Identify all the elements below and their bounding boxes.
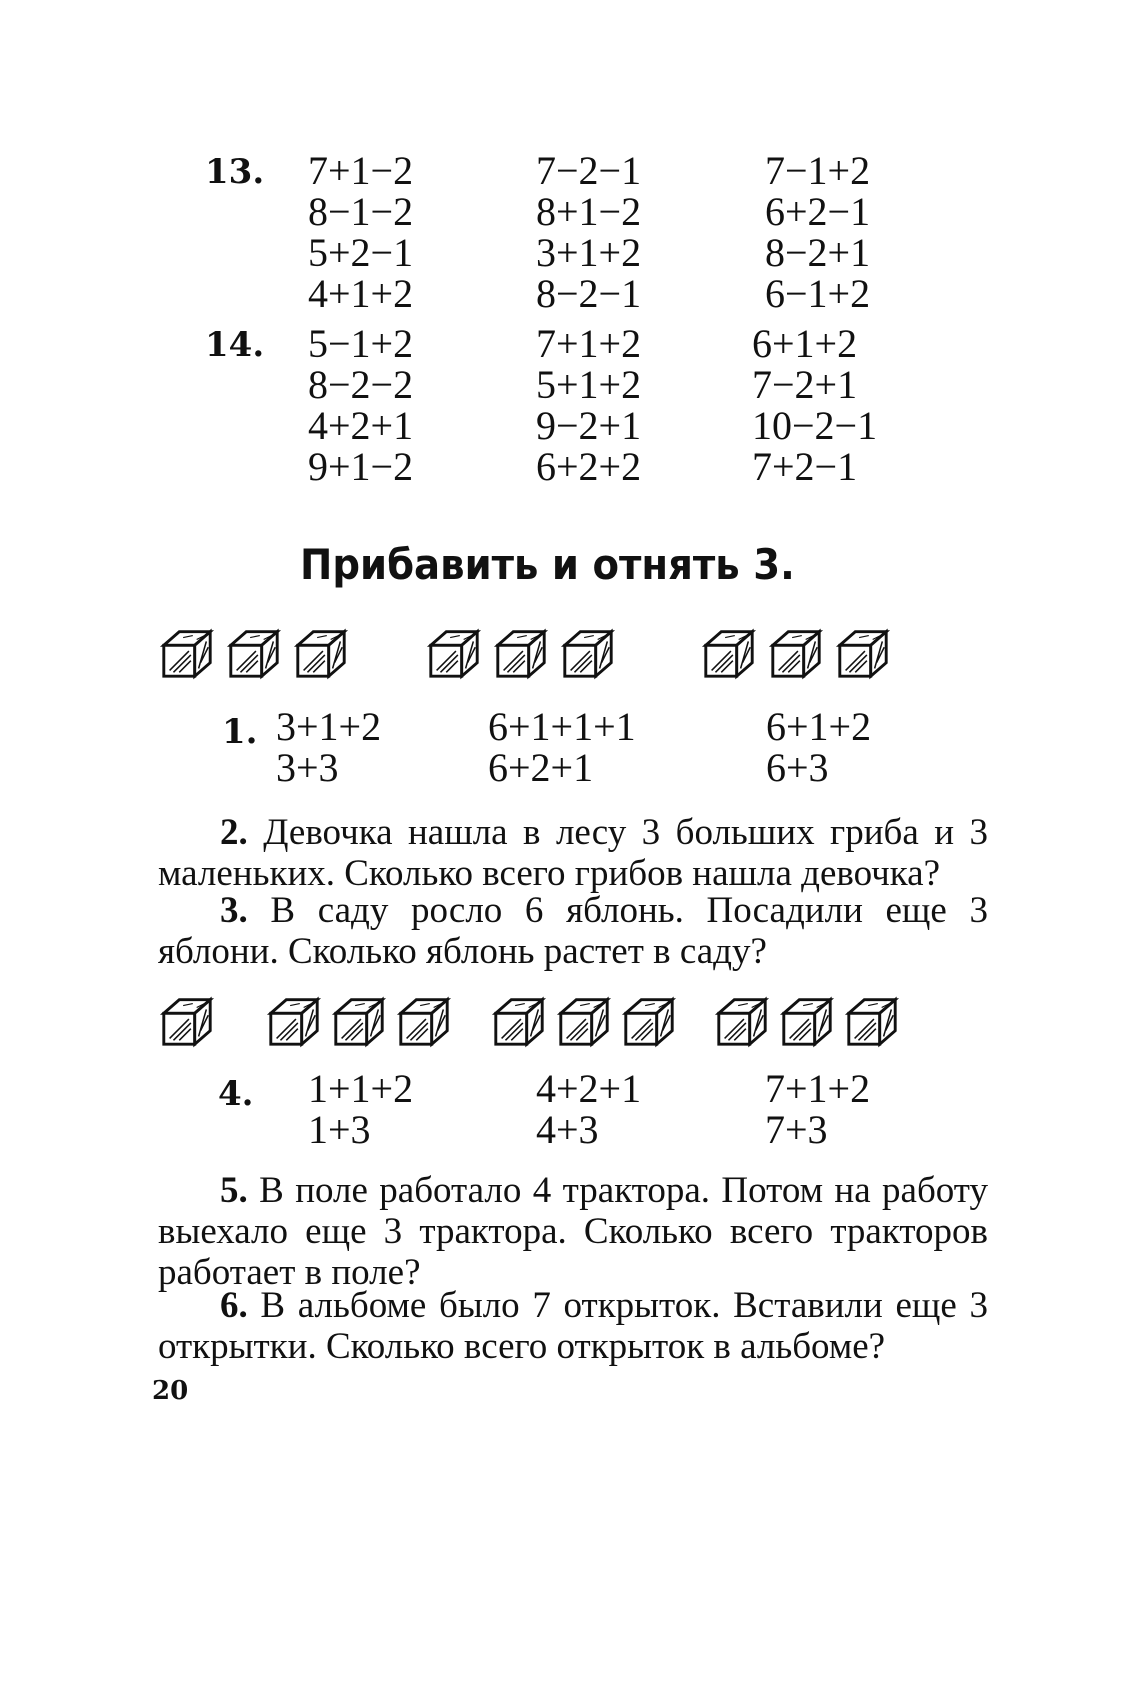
cube-icon — [555, 992, 613, 1050]
problem-text: В поле работало 4 трактора. Потом на работу выехало еще 3 трактора. Сколько всего тракторов работает в поле? — [158, 1170, 988, 1293]
expression: 3+1+2 — [276, 704, 382, 749]
cube-icon — [700, 624, 758, 682]
cube-icon — [395, 992, 453, 1050]
expression: 5−1+2 — [308, 321, 414, 366]
expression: 8−1−2 — [308, 189, 414, 234]
expression-column — [308, 1068, 413, 1150]
problem-text: Девочка нашла в лесу 3 больших гриба и 3 маленьких. Сколько всего грибов нашла девочка? — [158, 812, 988, 894]
cube-icon — [225, 624, 283, 682]
word-problem — [158, 890, 988, 972]
word-problem — [158, 812, 988, 894]
expression: 6+1+2 — [766, 704, 872, 749]
expression: 7+1+2 — [536, 321, 642, 366]
cube-icon — [158, 624, 216, 682]
word-problem — [158, 1285, 988, 1367]
expression: 3+1+2 — [536, 230, 642, 275]
expression-column — [766, 706, 871, 788]
expression: 7+3 — [765, 1107, 828, 1152]
expression-column — [536, 150, 641, 314]
exercise-number: 13. — [205, 152, 265, 192]
expression: 1+1+2 — [308, 1066, 414, 1111]
expression-column — [276, 706, 381, 788]
expression: 1+3 — [308, 1107, 371, 1152]
expression: 6+1+2 — [752, 321, 858, 366]
expression: 6+2+1 — [488, 745, 594, 790]
cube-icon — [158, 992, 216, 1050]
expression: 3+3 — [276, 745, 339, 790]
expression-column — [765, 150, 870, 314]
expression: 7−1+2 — [765, 148, 871, 193]
expression-column — [752, 323, 877, 487]
expression: 8−2−2 — [308, 362, 414, 407]
expression: 7−2+1 — [752, 362, 858, 407]
expression: 4+2+1 — [308, 403, 414, 448]
expression-column — [765, 1068, 870, 1150]
expression: 7−2−1 — [536, 148, 642, 193]
exercise-number: 6. — [220, 1285, 248, 1326]
cube-icon — [620, 992, 678, 1050]
section-title: Прибавить и отнять 3. — [300, 540, 795, 589]
expression: 7+2−1 — [752, 444, 858, 489]
expression: 5+1+2 — [536, 362, 642, 407]
cube-icon — [834, 624, 892, 682]
exercise-number: 4. — [218, 1074, 254, 1114]
exercise-number: 3. — [220, 890, 248, 931]
expression: 4+3 — [536, 1107, 599, 1152]
cube-icon — [330, 992, 388, 1050]
expression: 6−1+2 — [765, 271, 871, 316]
cube-icon — [713, 992, 771, 1050]
expression: 5+2−1 — [308, 230, 414, 275]
expression: 8−2−1 — [536, 271, 642, 316]
expression-column — [536, 1068, 641, 1150]
expression: 7+1−2 — [308, 148, 414, 193]
expression: 6+2−1 — [765, 189, 871, 234]
expression: 8+1−2 — [536, 189, 642, 234]
cube-icon — [492, 624, 550, 682]
cube-icon — [778, 992, 836, 1050]
expression: 10−2−1 — [752, 403, 878, 448]
expression: 6+2+2 — [536, 444, 642, 489]
expression: 9+1−2 — [308, 444, 414, 489]
expression: 8−2+1 — [765, 230, 871, 275]
exercise-number: 5. — [220, 1170, 248, 1211]
expression: 6+1+1+1 — [488, 704, 636, 749]
expression: 4+1+2 — [308, 271, 414, 316]
problem-text: В альбоме было 7 открыток. Вставили еще 3 открытки. Сколько всего открыток в альбоме? — [158, 1285, 988, 1367]
expression: 9−2+1 — [536, 403, 642, 448]
expression: 4+2+1 — [536, 1066, 642, 1111]
expression-column — [488, 706, 636, 788]
cube-icon — [265, 992, 323, 1050]
problem-text: В саду росло 6 яблонь. Посадили еще 3 яблони. Сколько яблонь растет в саду? — [158, 890, 988, 972]
cube-icon — [767, 624, 825, 682]
exercise-number: 14. — [205, 325, 265, 365]
expression-column — [308, 150, 413, 314]
expression-column — [308, 323, 413, 487]
cube-icon — [843, 992, 901, 1050]
exercise-number: 2. — [220, 812, 248, 853]
cube-icon — [425, 624, 483, 682]
expression: 6+3 — [766, 745, 829, 790]
cube-icon — [490, 992, 548, 1050]
expression-column — [536, 323, 641, 487]
page-number: 20 — [152, 1376, 189, 1406]
cube-icon — [292, 624, 350, 682]
exercise-number: 1. — [222, 712, 258, 752]
expression: 7+1+2 — [765, 1066, 871, 1111]
word-problem — [158, 1170, 988, 1293]
cube-icon — [559, 624, 617, 682]
